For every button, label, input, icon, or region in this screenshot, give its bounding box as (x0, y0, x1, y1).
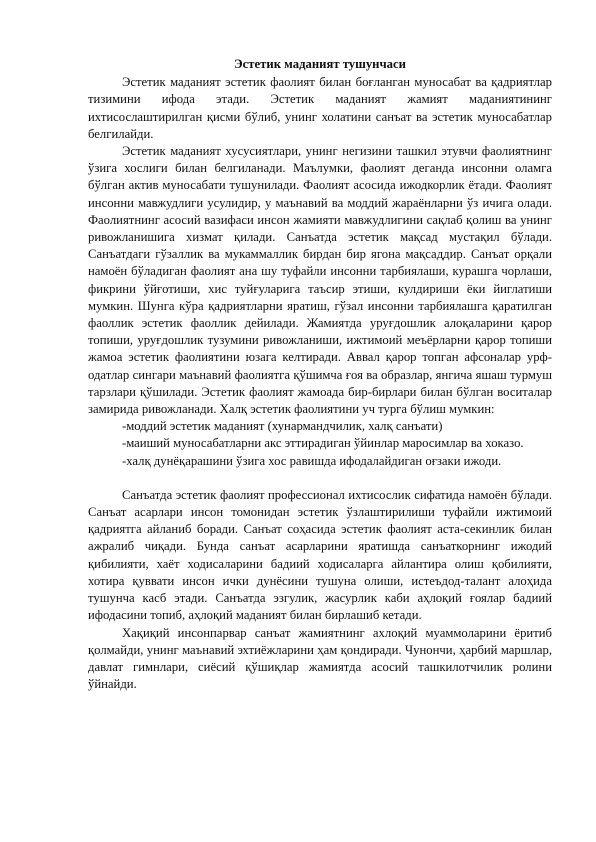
paragraph-spacer (88, 470, 552, 487)
list-item-2: -маиший муносабатларни акс эттирадиган ўйинлар маросимлар ва хоказо. (122, 436, 524, 451)
list-item-3: -халқ дунёқарашини ўзига хос равишда ифодалайдиган оғзаки ижоди. (122, 453, 502, 468)
paragraph-3: Санъатда эстетик фаолият профессионал ихтисослик сифатида намоён бўлади. Санъат асарлари инсон томонидан эстетик ўзлаштирилиши туфайли ижтимоий қадриятга айланиб боради. Санъат соҳасида эстетик фаолият аста-секинлик билан ажралиб чиқади. Бунда санъат асарларини яратишда санъаткорнинг ижодий қибилияти, хаёт ходисаларини бадиий ходисаларга айлантира олиш қобилияти, хотира қуввати инсон ички дунёсини тушуна олиши, истеъдод-талант алоҳида тушунча касб этади. Санъатда эзгулик, жасурлик каби аҳлоқий ғоялар бадиий ифодасини топиб, аҳлоқий маданият билан бирлашиб кетади. (88, 487, 552, 623)
paragraph-4: Хақиқий инсонпарвар санъат жамиятнинг ахлоқий муаммоларини ёритиб қолмайди, унинг маънавий эхтиёжларини ҳам қондиради. Чунончи, ҳарбий маршлар, давлат гимнлари, сиёсий қўшиқлар жамиятда асосий ташкилотчилик ролини ўйнайди. (88, 625, 552, 692)
document-page (88, 56, 552, 693)
list-item-1: -моддий эстетик маданият (хунармандчилик, халқ санъати) (122, 419, 443, 434)
paragraph-1: Эстетик маданият эстетик фаолият билан боғланган муносабат ва қадриятлар тизимини ифода этади. Эстетик маданият жамият маданиятининг ихтисослаштирилган қисми бўлиб, унинг холатини санъат ва эстетик муносабатлар белгилайди. (88, 75, 552, 141)
document-title: Эстетик маданият тушунчаси (234, 57, 406, 71)
paragraph-2: Эстетик маданият хусусиятлари, унинг негизини ташкил этувчи фаолиятнинг ўзига хослиги билан белгиланади. Маълумки, фаолият деганда инсонни оламга бўлган актив муносабати тушунилади. Фаолият асосида ижодкорлик ётади. Фаолият инсонни мавжудлиги усулидир, у маънавий ва моддий жараёнларни ўз ичига олади. Фаолиятнинг асосий вазифаси инсон жамияти мавжудлигини сақлаб қолиш ва унинг ривожланишига хизмат қилади. Санъатда эстетик мақсад мустақил бўлади. Санъатдаги гўзаллик ва мукаммаллик бирдан бир ягона мақсаддир. Санъат орқали намоён бўладиган фаолият ана шу туфайли инсонни тарбиялаши, курашга чорлаши, фикрини ўйғотиши, хис туйғуларига таъсир этиши, кулдириши ёки йиглатиши мумкин. Шунга кўра қадриятларни яратиш, гўзал инсонни тарбиялашга қаратилган фаоллик эстетик фаоллик дейилади. Жамиятда уруғдошлик алоқаларини қарор топиши, уруғдошлик тузумини ривожланиши, ижтимоий меъёрларни қарор топиши жамоа эстетик фаолиятини юзага келтиради. Аввал қарор топган афсоналар урф-одатлар сингари маънавий фаолиятга қўшимча ғоя ва образлар, янгича яшаш турмуш тарзлари қўшилади. Эстетик фаолият жамоада бир-бирлари билан бўлган воситалар замирида ривожланади. Халқ эстетик фаолиятини уч турга бўлиш мумкин: (88, 144, 552, 417)
